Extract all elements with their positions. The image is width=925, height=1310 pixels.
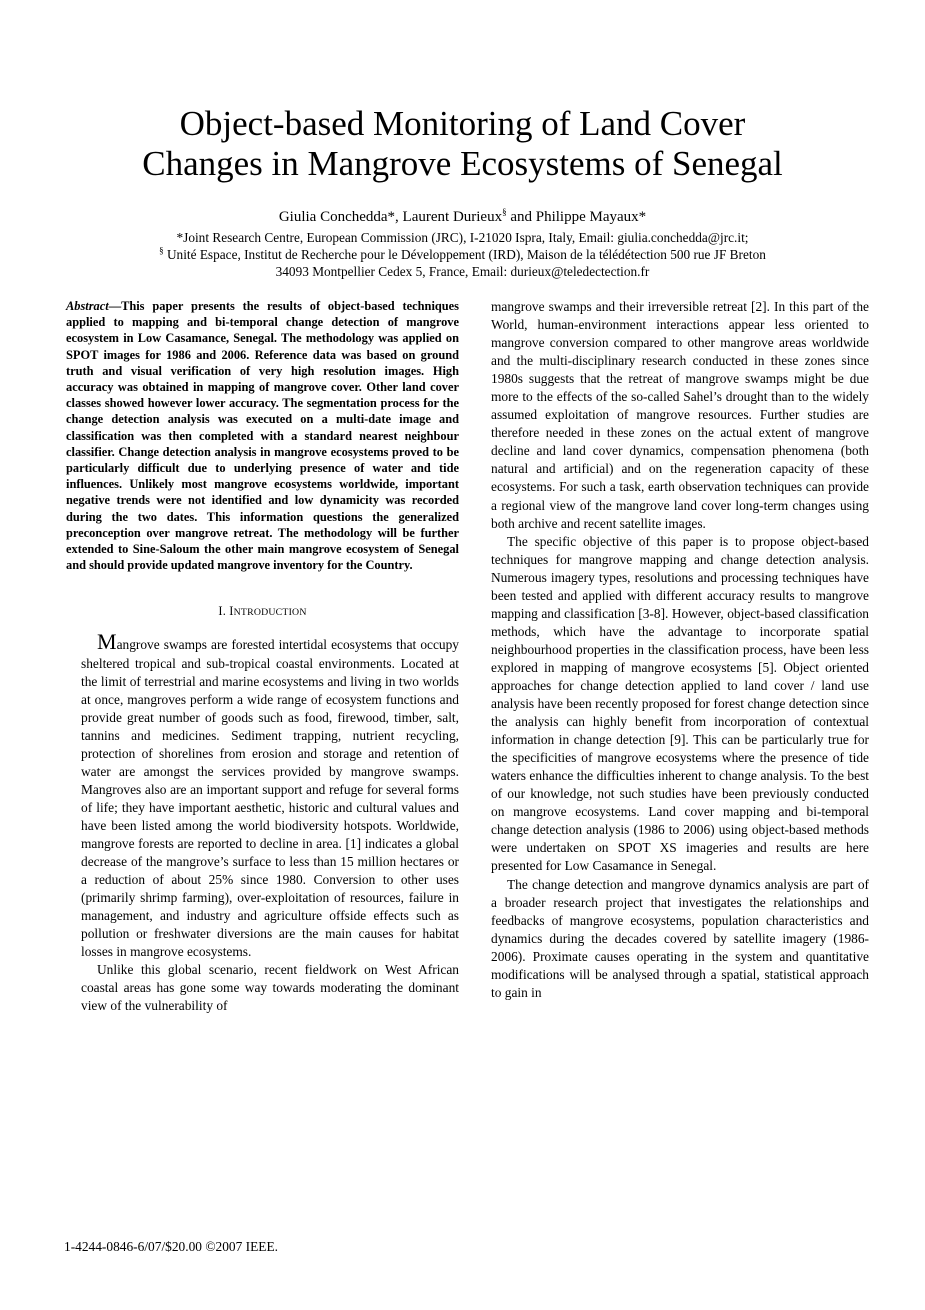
copyright-footer: 1-4244-0846-6/07/$20.00 ©2007 IEEE. <box>64 1239 278 1254</box>
abstract-text: —This paper presents the results of object-based techniques applied to mapping and bi-temporal change detection of mangrove ecosystem in Low Casamance, Senegal. The methodology was applied on SPOT images for 1986 and 2006. Reference data was based on ground truth and visual verification of very high resolution images. High accuracy was obtained in mapping of mangrove cover. Other land cover classes showed however lower accuracy. The segmentation process for the change detection analysis was executed on a multi-date image and classification was then completed with a standard nearest neighbour classifier. Change detection analysis in mangrove ecosystems proved to be particularly difficult due to underlying presence of water and tide influences. Unlikely most mangrove ecosystems worldwide, important negative trends were not identified and low dynamicity was recorded during the two dates. This information questions the generalized preconception over mangrove retreat. The methodology will be further extended to Sine-Saloum the other main mangrove ecosystem of Senegal and should provide updated mangrove inventory for the Country. <box>66 299 459 573</box>
section-title: NTRODUCTION <box>233 607 307 619</box>
right-paragraph-2: The specific objective of this paper is to propose object-based techniques for mangrove mapping and change detection analysis. Numerous imagery types, resolutions and processing techniques have been tested and applied with different accuracy results to mangrove mapping and classification [3-8]. However, object-based classification methods, which have the advantage to incorporate spatial neighbourhood properties in the classification process, have been less explored in mapping of mangrove ecosystems [5]. Object oriented approaches for change detection applied to land cover / land use analysis have been recently proposed for forest change detection since the analysis can highly benefit from incorporation of contextual information in change detection [9]. This can be particularly true for the specificities of mangrove ecosystems where the presence of tide waters enhance the difficulties inherent to change analysis. To the best of our knowledge, not such studies have been previously conducted on mangrove ecosystems. Land cover mapping and bi-temporal change detection analysis (1986 to 2006) using object-based methods were undertaken on SPOT XS imageries and results are here presented for Low Casamance in Senegal. <box>491 533 869 874</box>
abstract-label: Abstract <box>66 299 109 313</box>
affiliation-mark-2: § <box>159 245 164 256</box>
affiliation-mark: § <box>502 207 507 217</box>
left-column <box>66 298 459 1015</box>
intro-paragraph-1 <box>66 629 459 961</box>
email-conchedda[interactable]: giulia.conchedda@jrc.it <box>617 230 745 245</box>
email-durieux[interactable]: durieux@teledectection.fr <box>510 264 650 279</box>
affiliation-jrc <box>40 229 885 246</box>
affiliation-jrc-text: *Joint Research Centre, European Commission (JRC), I-21020 Ispra, Italy, Email: <box>176 230 618 245</box>
section-number: I. I <box>218 604 234 619</box>
right-paragraph-3: The change detection and mangrove dynamics analysis are part of a broader research project that investigates the relationships and feedbacks of mangrove ecosystems, population characteristics and dynamics during the decades covered by satellite imagery (1986-2006). Proximate causes operating in the system and quantitative modifications will be analysed through a spatial, statistical approach to gain in <box>491 876 869 1000</box>
abstract <box>66 298 459 573</box>
author-list <box>40 208 885 226</box>
affiliation-ird-text: Unité Espace, Institut de Recherche pour le Développement (IRD), Maison de la télédétection 500 rue JF Breton <box>163 247 766 262</box>
title-line-2: Changes in Mangrove Ecosystems of Senegal <box>142 144 783 183</box>
paper-title <box>40 104 885 184</box>
affiliation-ird <box>40 246 885 263</box>
drop-cap: M <box>97 629 117 655</box>
intro-paragraph-1-text: angrove swamps are forested intertidal ecosystems that occupy sheltered tropical and sub-tropical coastal environments. Located at the limit of terrestrial and marine ecosystems and living in two worlds at once, mangroves perform a wide range of ecosystem functions and provide great number of goods such as food, firewood, timber, salt, tannins and medicines. Sediment trapping, nutrient recycling, protection of shorelines from erosion and storage and retention of water are amongst the services provided by mangrove swamps. Mangroves also are an important support and refuge for several forms of life; they have important aesthetic, historic and cultural values and have been listed among the world biodiversity hotspots. Worldwide, mangrove forests are reported to decline in area. [1] indicates a global decrease of the mangrove’s surface to less than 15 million hectares or a reduction of about 25% since 1980. Conversion to other uses (primarily shrimp farming), over-exploitation of resources, failure in management, and industry and agriculture offside effects such as pollution or freshwater diversions are the main causes for habitat losses in mangrove ecosystems. <box>81 637 459 960</box>
author-names-2: and Philippe Mayaux* <box>506 209 647 225</box>
right-column <box>491 298 869 1002</box>
title-line-1: Object-based Monitoring of Land Cover <box>179 104 746 143</box>
affiliation-jrc-end: ; <box>744 230 749 245</box>
section-heading-introduction <box>66 603 459 621</box>
affiliation-address-text: 34093 Montpellier Cedex 5, France, Email: <box>275 264 511 279</box>
right-paragraph-1: mangrove swamps and their irreversible retreat [2]. In this part of the World, human-environment interactions appear less oriented to mangrove conversion compared to other mangrove areas worldwide and the multi-disciplinary research conducted in these zones since 1980s suggests that the retreat of mangrove swamps might be due more to the effects of the so-called Sahel’s drought than to the widely assumed exploitation of mangrove resources. Further studies are therefore needed in these zones on the actual extent of mangrove decline and land cover dynamics, compensation phenomena (both natural and artificial) and on the regeneration capacity of these ecosystems. For such a task, earth observation techniques can provide a regional view of the mangrove land cover long-term changes using both archive and recent satellite images. <box>491 299 869 531</box>
intro-paragraph-2: Unlike this global scenario, recent fieldwork on West African coastal areas has gone some way towards moderating the dominant view of the vulnerability of <box>81 962 459 1014</box>
affiliation-ird-address <box>40 263 885 280</box>
author-names-1: Giulia Conchedda*, Laurent Durieux <box>278 209 503 225</box>
